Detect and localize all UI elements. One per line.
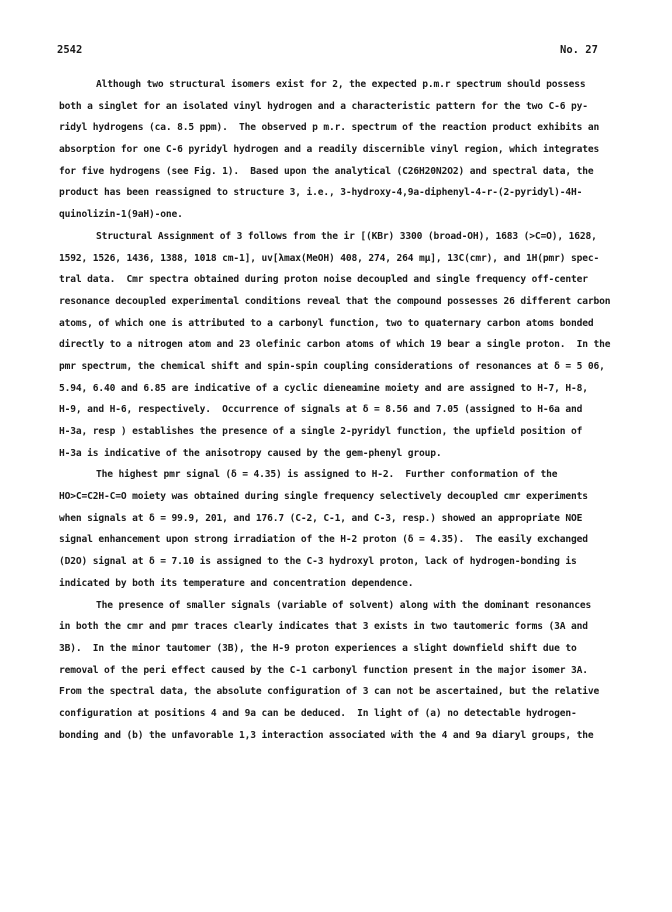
text-line: absorption for one C-6 pyridyl hydrogen and a readily discernible vinyl region, which integrates bbox=[59, 144, 600, 156]
text-line: From the spectral data, the absolute configuration of 3 can not be ascertained, but the relative bbox=[59, 686, 600, 698]
text-line: configuration at positions 4 and 9a can be deduced. In light of (a) no detectable hydrogen- bbox=[59, 707, 577, 719]
text-line: H-3a, resp ) establishes the presence of a single 2-pyridyl function, the upfield position of bbox=[59, 426, 583, 437]
page-number: 2542 bbox=[57, 44, 83, 56]
text-line: 5.94, 6.40 and 6.85 are indicative of a cyclic dieneamine moiety and are assigned to H-7, H-8, bbox=[59, 382, 588, 394]
text-line: product has been reassigned to structure 3, i.e., 3-hydroxy-4,9a-diphenyl-4-r-(2-pyridyl)-4H- bbox=[59, 187, 583, 199]
text-line: H-9, and H-6, respectively. Occurrence of signals at δ = 8.56 and 7.05 (assigned to H-6a and bbox=[59, 404, 583, 416]
text-line: when signals at δ = 99.9, 201, and 176.7 (C-2, C-1, and C-3, resp.) showed an appropriate NOE bbox=[59, 512, 583, 524]
text-line: removal of the peri effect caused by the C-1 carbonyl function present in the major isomer 3A. bbox=[59, 664, 588, 676]
text-line: in both the cmr and pmr traces clearly indicates that 3 exists in two tautomeric forms (3A and bbox=[59, 621, 588, 633]
text-line: for five hydrogens (see Fig. 1). Based upon the analytical (C26H20N2O2) and spectral data, the bbox=[59, 165, 594, 177]
text-line: The highest pmr signal (δ = 4.35) is assigned to H-2. Further conformation of the bbox=[96, 469, 558, 481]
text-line: The presence of smaller signals (variable of solvent) along with the dominant resonances bbox=[96, 599, 592, 611]
text-line: indicated by both its temperature and concentration dependence. bbox=[59, 577, 414, 589]
issue-number: No. 27 bbox=[560, 44, 598, 56]
text-line: (D2O) signal at δ = 7.10 is assigned to the C-3 hydroxyl proton, lack of hydrogen-bonding is bbox=[59, 556, 577, 568]
text-line: 1592, 1526, 1436, 1388, 1018 cm-1], uv[λmax(MeOH) 408, 274, 264 mμ], 13C(cmr), and 1H(pmr) spec- bbox=[59, 252, 600, 264]
text-line: tral data. Cmr spectra obtained during proton noise decoupled and single frequency off-center bbox=[59, 274, 588, 286]
text-line: both a singlet for an isolated vinyl hydrogen and a characteristic pattern for the two C-6 py- bbox=[59, 100, 588, 112]
text-line: bonding and (b) the unfavorable 1,3 interaction associated with the 4 and 9a diaryl groups, the bbox=[59, 729, 594, 741]
text-line: resonance decoupled experimental conditions reveal that the compound possesses 26 different carbon bbox=[59, 295, 611, 307]
text-line: signal enhancement upon strong irradiation of the H-2 proton (δ = 4.35). The easily exchanged bbox=[59, 534, 588, 546]
text-line: 3B). In the minor tautomer (3B), the H-9 proton experiences a slight downfield shift due to bbox=[59, 642, 577, 654]
text-line: quinolizin-1(9aH)-one. bbox=[59, 209, 183, 221]
text-line: H-3a is indicative of the anisotropy caused by the gem-phenyl group. bbox=[59, 447, 442, 459]
article-body bbox=[59, 74, 611, 746]
text-line: Although two structural isomers exist for 2, the expected p.m.r spectrum should possess bbox=[96, 79, 586, 90]
text-line: ridyl hydrogens (ca. 8.5 ppm). The observed p m.r. spectrum of the reaction product exhibits an bbox=[59, 122, 600, 134]
text-line: pmr spectrum, the chemical shift and spin-spin coupling considerations of resonances at δ = 5 06, bbox=[59, 360, 605, 372]
text-line: atoms, of which one is attributed to a carbonyl function, two to quaternary carbon atoms bonded bbox=[59, 317, 594, 329]
text-line: HO>C=C2H-C=O moiety was obtained during single frequency selectively decoupled cmr experiments bbox=[59, 491, 588, 503]
text-line: directly to a nitrogen atom and 23 olefinic carbon atoms of which 19 bear a single proton. In the bbox=[59, 339, 611, 351]
text-line: Structural Assignment of 3 follows from the ir [(KBr) 3300 (broad-OH), 1683 (>C=O), 1628, bbox=[96, 230, 597, 242]
